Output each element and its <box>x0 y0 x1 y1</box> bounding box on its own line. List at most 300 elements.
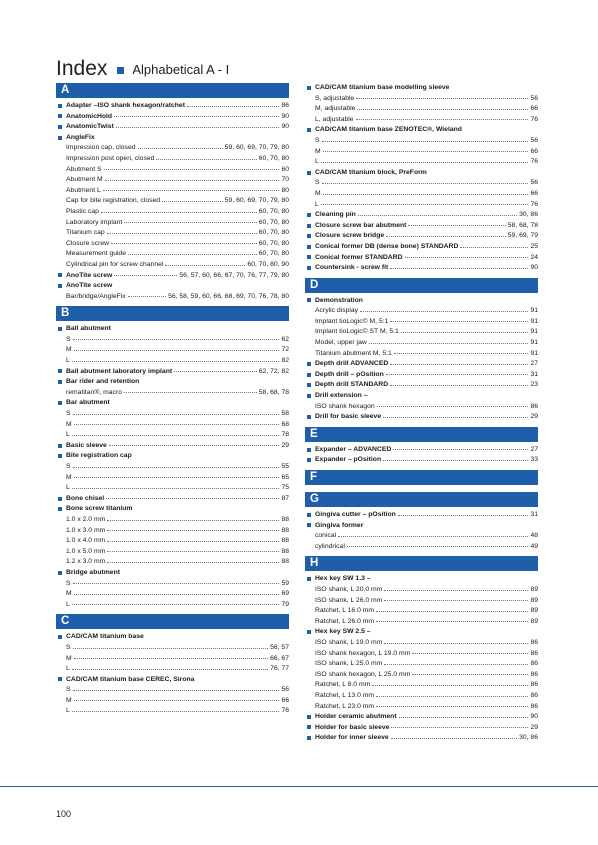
index-subentry <box>56 260 289 271</box>
entry-label: Ratchet, L 13.0 mm <box>315 691 375 699</box>
index-subentry <box>56 526 289 537</box>
entry-label: Conical former STANDARD <box>315 253 403 261</box>
entry-label: S <box>66 579 71 587</box>
square-bullet-icon <box>307 577 311 581</box>
entry-label: L <box>315 158 319 166</box>
entry-pages: 59, 69, 79 <box>507 232 538 240</box>
leader-dots <box>323 193 529 195</box>
index-subentry <box>305 200 538 211</box>
entry-label: Closure screw bar abutment <box>315 221 407 229</box>
index-subentry <box>56 685 289 696</box>
entry-pages: 60, 70, 80 <box>258 229 289 237</box>
entry-label: ISO shank hexagon, L 25.0 mm <box>315 670 411 678</box>
index-entry <box>305 445 538 456</box>
entry-label: CAD/CAM titanium base modelling sleeve <box>315 84 450 91</box>
square-bullet-icon <box>58 677 62 681</box>
entry-label: Titanium abutment M, 5:1 <box>315 349 392 357</box>
entry-pages: 72 <box>281 346 289 354</box>
entry-label: Bar rider and retention <box>66 378 140 386</box>
entry-pages: 58, 68, 78 <box>507 221 538 229</box>
leader-dots <box>376 705 528 707</box>
index-subentry <box>305 349 538 360</box>
entry-label: Expander – pOsition <box>315 456 382 464</box>
index-subentry <box>56 515 289 526</box>
index-subentry <box>56 218 289 229</box>
index-subentry <box>56 483 289 494</box>
entry-pages: 60, 70, 80, 90 <box>247 260 289 268</box>
leader-dots <box>391 726 528 728</box>
entry-pages: 56 <box>530 179 538 187</box>
square-bullet-icon <box>307 725 311 729</box>
letter-header: F <box>305 470 538 485</box>
entry-pages: 91 <box>530 307 538 315</box>
index-subentry <box>56 292 289 303</box>
leader-dots <box>73 413 280 415</box>
index-subentry <box>305 606 538 617</box>
entry-label: Implant tioLogic© M, 5:1 <box>315 317 389 325</box>
entry-pages: 76, 77 <box>270 665 289 673</box>
entry-pages: 82 <box>281 357 289 365</box>
index-entry <box>305 380 538 391</box>
entry-label: Expander – ADVANCED <box>315 445 392 453</box>
entry-pages: 60 <box>281 165 289 173</box>
index-entry <box>56 675 289 686</box>
entry-label: Titanium cap <box>66 229 105 237</box>
entry-label: AngleFix <box>66 133 95 141</box>
leader-dots <box>74 657 268 659</box>
entry-label: Gingiva former <box>315 521 364 529</box>
entry-pages: 88 <box>281 547 289 555</box>
entry-pages: 56, 57, 60, 66, 67, 70, 76, 77, 79, 80 <box>179 271 289 279</box>
entry-label: ISO shank hexagon <box>315 402 375 410</box>
entry-label: Basic sleeve <box>66 441 107 449</box>
leader-dots <box>338 535 528 537</box>
entry-label: M <box>66 473 72 481</box>
leader-dots <box>357 108 528 110</box>
footer-rule <box>0 786 598 787</box>
leader-dots <box>72 710 280 712</box>
page-title-block <box>56 54 229 80</box>
square-bullet-icon <box>58 284 62 288</box>
entry-label: S <box>66 686 71 694</box>
square-bullet-icon <box>307 523 311 527</box>
index-subentry <box>305 691 538 702</box>
square-bullet-icon <box>58 507 62 511</box>
entry-label: Bone screw titanium <box>66 505 133 513</box>
leader-dots <box>162 200 223 202</box>
leader-dots <box>72 603 280 605</box>
entry-label: Bone chisel <box>66 494 105 502</box>
leader-dots <box>103 189 280 191</box>
leader-dots <box>412 673 528 675</box>
entry-label: Bar abutment <box>66 399 110 407</box>
letter-header: H <box>305 556 538 571</box>
entry-label: L <box>66 707 70 715</box>
index-subentry <box>56 143 289 154</box>
entry-label: AnoTite screw <box>66 282 113 290</box>
index-subentry <box>56 388 289 399</box>
leader-dots <box>105 179 280 181</box>
square-bullet-icon <box>307 234 311 238</box>
index-entry <box>56 324 289 335</box>
index-entry <box>305 168 538 179</box>
index-subentry <box>56 536 289 547</box>
entry-pages: 89 <box>530 585 538 593</box>
leader-dots <box>116 126 280 128</box>
index-subentry <box>56 239 289 250</box>
entry-label: L <box>66 665 70 673</box>
index-entry <box>305 412 538 423</box>
entry-pages: 27 <box>530 360 538 368</box>
index-subentry <box>305 670 538 681</box>
entry-label: Countersink - screw fit <box>315 264 389 272</box>
leader-dots <box>399 716 529 718</box>
index-entry <box>305 712 538 723</box>
leader-dots <box>384 663 528 665</box>
leader-dots <box>128 295 166 297</box>
index-subentry <box>56 664 289 675</box>
entry-label: Ratchet, L 26.0 mm <box>315 617 375 625</box>
entry-pages: 62, 72, 82 <box>258 367 289 375</box>
leader-dots <box>165 264 245 266</box>
index-entry <box>56 398 289 409</box>
index-subentry <box>305 542 538 553</box>
page-number: 100 <box>56 809 72 819</box>
index-subentry <box>305 402 538 413</box>
index-entry <box>56 367 289 378</box>
entry-label: L, adjustable <box>315 115 354 123</box>
index-subentry <box>305 94 538 105</box>
entry-pages: 78 <box>281 431 289 439</box>
entry-pages: 86 <box>530 681 538 689</box>
leader-dots <box>460 246 528 248</box>
leader-dots <box>356 118 529 120</box>
letter-header: D <box>305 278 538 293</box>
entry-label: Demonstration <box>315 296 363 304</box>
leader-dots <box>107 232 257 234</box>
entry-pages: 69 <box>281 590 289 598</box>
leader-dots <box>358 214 517 216</box>
entry-pages: 23 <box>530 381 538 389</box>
entry-label: Abutment M <box>66 176 103 184</box>
entry-label: M <box>315 189 321 197</box>
leader-dots <box>107 540 279 542</box>
letter-header: A <box>56 83 289 98</box>
index-subentry <box>56 186 289 197</box>
entry-label: L <box>66 484 70 492</box>
leader-dots <box>376 695 528 697</box>
entry-label: AnoTite screw <box>66 271 113 279</box>
index-subentry <box>305 104 538 115</box>
entry-pages: 91 <box>530 349 538 357</box>
entry-pages: 79 <box>281 600 289 608</box>
title-square-icon <box>117 67 124 74</box>
leader-dots <box>360 310 528 312</box>
square-bullet-icon <box>58 497 62 501</box>
leader-dots <box>408 224 505 226</box>
leader-dots <box>398 514 529 516</box>
index-subentry <box>305 702 538 713</box>
leader-dots <box>73 689 280 691</box>
entry-pages: 90 <box>530 713 538 721</box>
square-bullet-icon <box>307 736 311 740</box>
leader-dots <box>376 610 528 612</box>
entry-pages: 56 <box>530 136 538 144</box>
entry-pages: 29 <box>530 413 538 421</box>
index-subentry <box>56 409 289 420</box>
index-entry <box>305 521 538 532</box>
index-subentry <box>305 338 538 349</box>
entry-label: L <box>315 200 319 208</box>
entry-pages: 66, 67 <box>270 654 289 662</box>
index-subentry <box>305 617 538 628</box>
square-bullet-icon <box>307 362 311 366</box>
entry-label: Acrylic display <box>315 307 359 315</box>
square-bullet-icon <box>307 415 311 419</box>
square-bullet-icon <box>307 394 311 398</box>
index-subentry <box>56 654 289 665</box>
entry-pages: 88 <box>281 537 289 545</box>
entry-label: Gingiva cutter – pOsition <box>315 511 396 518</box>
entry-label: Bite registration cap <box>66 452 132 460</box>
square-bullet-icon <box>307 715 311 719</box>
leader-dots <box>347 545 529 547</box>
entry-pages: 66 <box>281 696 289 704</box>
square-bullet-icon <box>307 630 311 634</box>
entry-pages: 88 <box>281 526 289 534</box>
entry-pages: 76 <box>530 158 538 166</box>
index-entry <box>56 494 289 505</box>
index-entry <box>56 122 289 133</box>
entry-pages: 89 <box>530 617 538 625</box>
index-entry <box>305 296 538 307</box>
leader-dots <box>405 256 529 258</box>
index-entry <box>305 359 538 370</box>
leader-dots <box>187 105 279 107</box>
leader-dots <box>72 434 280 436</box>
square-bullet-icon <box>58 635 62 639</box>
entry-pages: 89 <box>530 596 538 604</box>
entry-pages: 59 <box>281 579 289 587</box>
leader-dots <box>322 140 529 142</box>
leader-dots <box>390 384 528 386</box>
entry-label: Measurement guide <box>66 250 127 258</box>
square-bullet-icon <box>307 458 311 462</box>
leader-dots <box>391 737 517 739</box>
leader-dots <box>394 352 529 354</box>
leader-dots <box>107 519 279 521</box>
letter-header: G <box>305 492 538 507</box>
leader-dots <box>393 448 528 450</box>
index-subentry <box>56 547 289 558</box>
entry-pages: 60, 70, 80 <box>258 218 289 226</box>
entry-pages: 56 <box>530 94 538 102</box>
index-entry <box>56 377 289 388</box>
entry-label: Ball abutment <box>66 325 111 333</box>
index-entry <box>305 210 538 221</box>
square-bullet-icon <box>307 298 311 302</box>
entry-label: Depth drill ADVANCED <box>315 360 389 368</box>
entry-label: S <box>315 136 320 144</box>
entry-label: Closure screw bridge <box>315 232 385 240</box>
leader-dots <box>401 331 529 333</box>
entry-label: M <box>66 654 72 662</box>
index-entry <box>305 510 538 521</box>
index-subentry <box>56 356 289 367</box>
entry-label: Drill for basic sleeve <box>315 413 382 421</box>
square-bullet-icon <box>307 171 311 175</box>
entry-label: M <box>66 420 72 428</box>
entry-label: Cylindrical pin for screw channel <box>66 260 164 268</box>
leader-dots <box>74 423 280 425</box>
entry-pages: 68 <box>281 420 289 428</box>
index-subentry <box>305 136 538 147</box>
index-subentry <box>56 643 289 654</box>
index-entry <box>305 723 538 734</box>
index-subentry <box>56 430 289 441</box>
leader-dots <box>390 363 528 365</box>
index-subentry <box>305 327 538 338</box>
index-entry <box>56 568 289 579</box>
square-bullet-icon <box>58 369 62 373</box>
leader-dots <box>383 459 528 461</box>
entry-label: cylindrical <box>315 542 345 550</box>
index-entry <box>305 253 538 264</box>
entry-label: Implant tioLogic© ST M, 5:1 <box>315 328 399 336</box>
entry-pages: 31 <box>530 370 538 378</box>
entry-pages: 60, 70, 80 <box>258 239 289 247</box>
index-entry <box>305 125 538 136</box>
entry-pages: 49 <box>530 542 538 550</box>
square-bullet-icon <box>307 255 311 259</box>
leader-dots <box>128 253 257 255</box>
entry-pages: 87 <box>281 494 289 502</box>
index-entry <box>305 391 538 402</box>
entry-pages: 24 <box>530 253 538 261</box>
entry-pages: 59, 60, 69, 70, 79, 80 <box>224 197 289 205</box>
index-subentry <box>56 175 289 186</box>
entry-pages: 89 <box>530 607 538 615</box>
leader-dots <box>74 476 280 478</box>
index-subentry <box>56 335 289 346</box>
index-subentry <box>56 589 289 600</box>
entry-pages: 60, 70, 80 <box>258 250 289 258</box>
index-subentry <box>56 473 289 484</box>
entry-pages: 80 <box>281 186 289 194</box>
entry-label: Hex key SW 1.3 – <box>315 575 371 583</box>
square-bullet-icon <box>58 380 62 384</box>
leader-dots <box>323 150 529 152</box>
square-bullet-icon <box>307 86 311 90</box>
square-bullet-icon <box>58 444 62 448</box>
index-entry <box>56 632 289 643</box>
index-subentry <box>305 157 538 168</box>
leader-dots <box>356 97 528 99</box>
index-subentry <box>56 345 289 356</box>
index-subentry <box>305 649 538 660</box>
leader-dots <box>104 168 280 170</box>
leader-dots <box>111 242 257 244</box>
entry-pages: 91 <box>530 328 538 336</box>
entry-pages: 88 <box>281 515 289 523</box>
entry-label: 1.0 x 4.0 mm <box>66 537 106 545</box>
leader-dots <box>114 274 177 276</box>
entry-pages: 48 <box>530 532 538 540</box>
entry-pages: 86 <box>530 691 538 699</box>
leader-dots <box>124 221 256 223</box>
entry-label: 1.2 x 3.0 mm <box>66 558 106 566</box>
index-subentry <box>56 420 289 431</box>
entry-label: L <box>66 600 70 608</box>
entry-pages: 29 <box>530 723 538 731</box>
entry-pages: 62 <box>281 335 289 343</box>
index-subentry <box>56 696 289 707</box>
leader-dots <box>73 582 280 584</box>
entry-label: CAD/CAM titanium block, PreForm <box>315 168 427 176</box>
leader-dots <box>74 349 280 351</box>
entry-label: Conical former DB (dense bone) STANDARD <box>315 242 459 250</box>
leader-dots <box>107 529 279 531</box>
entry-label: AnatomicHold <box>66 112 113 120</box>
entry-pages: 86 <box>530 670 538 678</box>
page-title: Index <box>56 57 108 80</box>
entry-label: L <box>66 431 70 439</box>
index-subentry <box>305 531 538 542</box>
index-subentry <box>56 706 289 717</box>
leader-dots <box>74 699 280 701</box>
entry-pages: 60, 70, 80 <box>258 207 289 215</box>
square-bullet-icon <box>307 213 311 217</box>
leader-dots <box>390 320 528 322</box>
index-entry <box>56 133 289 144</box>
leader-dots <box>321 161 529 163</box>
entry-label: CAD/CAM titanium base <box>66 633 144 641</box>
leader-dots <box>174 370 257 372</box>
entry-pages: 33 <box>530 456 538 464</box>
index-entry <box>305 221 538 232</box>
entry-label: M <box>66 590 72 598</box>
entry-pages: 27 <box>530 445 538 453</box>
index-subentry <box>305 178 538 189</box>
index-entry <box>305 231 538 242</box>
entry-label: ISO shank, L 19.0 mm <box>315 638 383 646</box>
entry-label: 1.0 x 3.0 mm <box>66 526 106 534</box>
entry-label: Bridge abutment <box>66 568 121 576</box>
leader-dots <box>106 497 279 499</box>
index-subentry <box>56 207 289 218</box>
index-subentry <box>56 249 289 260</box>
leader-dots <box>138 147 223 149</box>
leader-dots <box>107 561 279 563</box>
entry-pages: 60, 70, 80 <box>258 154 289 162</box>
index-subentry <box>305 189 538 200</box>
entry-label: Abutment S <box>66 165 102 173</box>
leader-dots <box>377 405 529 407</box>
index-subentry <box>56 228 289 239</box>
entry-pages: 86 <box>530 402 538 410</box>
entry-pages: 86 <box>281 102 289 109</box>
square-bullet-icon <box>58 571 62 575</box>
entry-label: Abutment L <box>66 186 101 194</box>
entry-label: CAD/CAM titanium base CEREC, Sirona <box>66 675 195 683</box>
leader-dots <box>372 684 528 686</box>
index-subentry <box>56 579 289 590</box>
leader-dots <box>384 642 528 644</box>
entry-label: M <box>315 147 321 155</box>
entry-label: Impression cap, closed <box>66 144 136 152</box>
square-bullet-icon <box>307 266 311 270</box>
entry-label: rematitan®, macro <box>66 388 123 396</box>
